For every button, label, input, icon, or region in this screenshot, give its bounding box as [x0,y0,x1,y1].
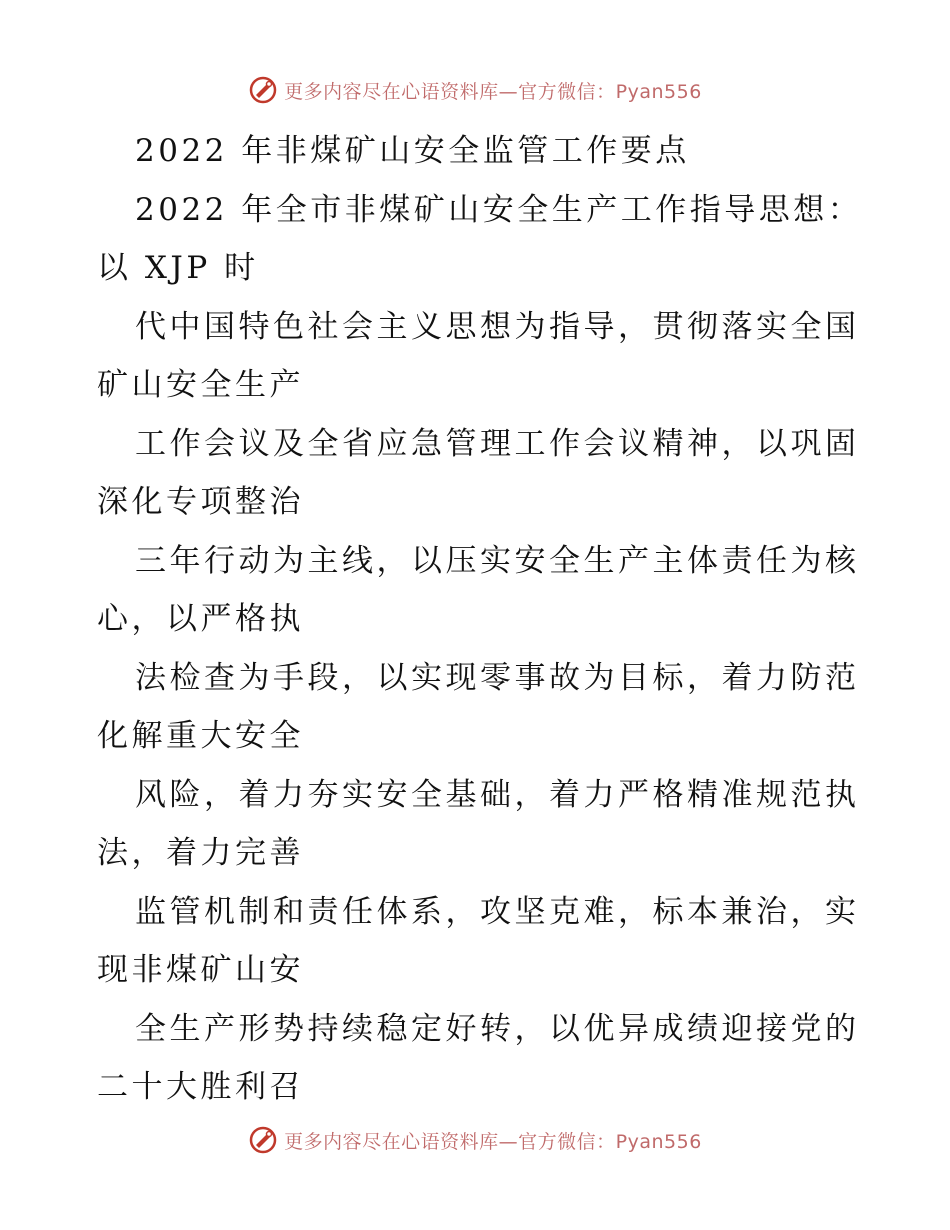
paragraph-line: 三年行动为主线，以压实安全生产主体责任为核 [135,542,860,579]
paragraph-line: 法检查为手段，以实现零事故为目标，着力防范 [135,659,860,696]
watermark-text: 更多内容尽在心语资料库—官方微信：Pyan556 [284,80,702,103]
paragraph-line: 以 XJP 时 [97,250,259,286]
paragraph-line: 矿山安全生产 [97,367,304,403]
paragraph-line: 心，以严格执 [97,601,304,637]
paragraph-line: 2022 年全市非煤矿山安全生产工作指导思想： [135,191,863,228]
document-title: 2022 年非煤矿山安全监管工作要点 [135,133,690,169]
paragraph-line: 深化专项整治 [97,484,304,520]
paragraph-line: 监管机制和责任体系，攻坚克难，标本兼治，实 [135,893,860,930]
document-body [97,122,867,1117]
paragraph-line: 现非煤矿山安 [97,952,304,988]
paragraph-line: 风险，着力夯实安全基础，着力严格精准规范执 [135,776,860,813]
header-watermark-banner [0,70,950,110]
brand-logo-icon [248,1125,278,1155]
paragraph-line: 全生产形势持续稳定好转，以优异成绩迎接党的 [135,1010,860,1047]
footer-watermark-banner [0,1120,950,1160]
brand-logo-icon [248,75,278,105]
paragraph-line: 法，着力完善 [97,835,304,871]
paragraph-line: 二十大胜利召 [97,1069,304,1105]
paragraph-line: 代中国特色社会主义思想为指导，贯彻落实全国 [135,308,860,345]
watermark-text: 更多内容尽在心语资料库—官方微信：Pyan556 [284,1130,702,1153]
paragraph-line: 工作会议及全省应急管理工作会议精神，以巩固 [135,425,860,462]
paragraph-line: 化解重大安全 [97,718,304,754]
